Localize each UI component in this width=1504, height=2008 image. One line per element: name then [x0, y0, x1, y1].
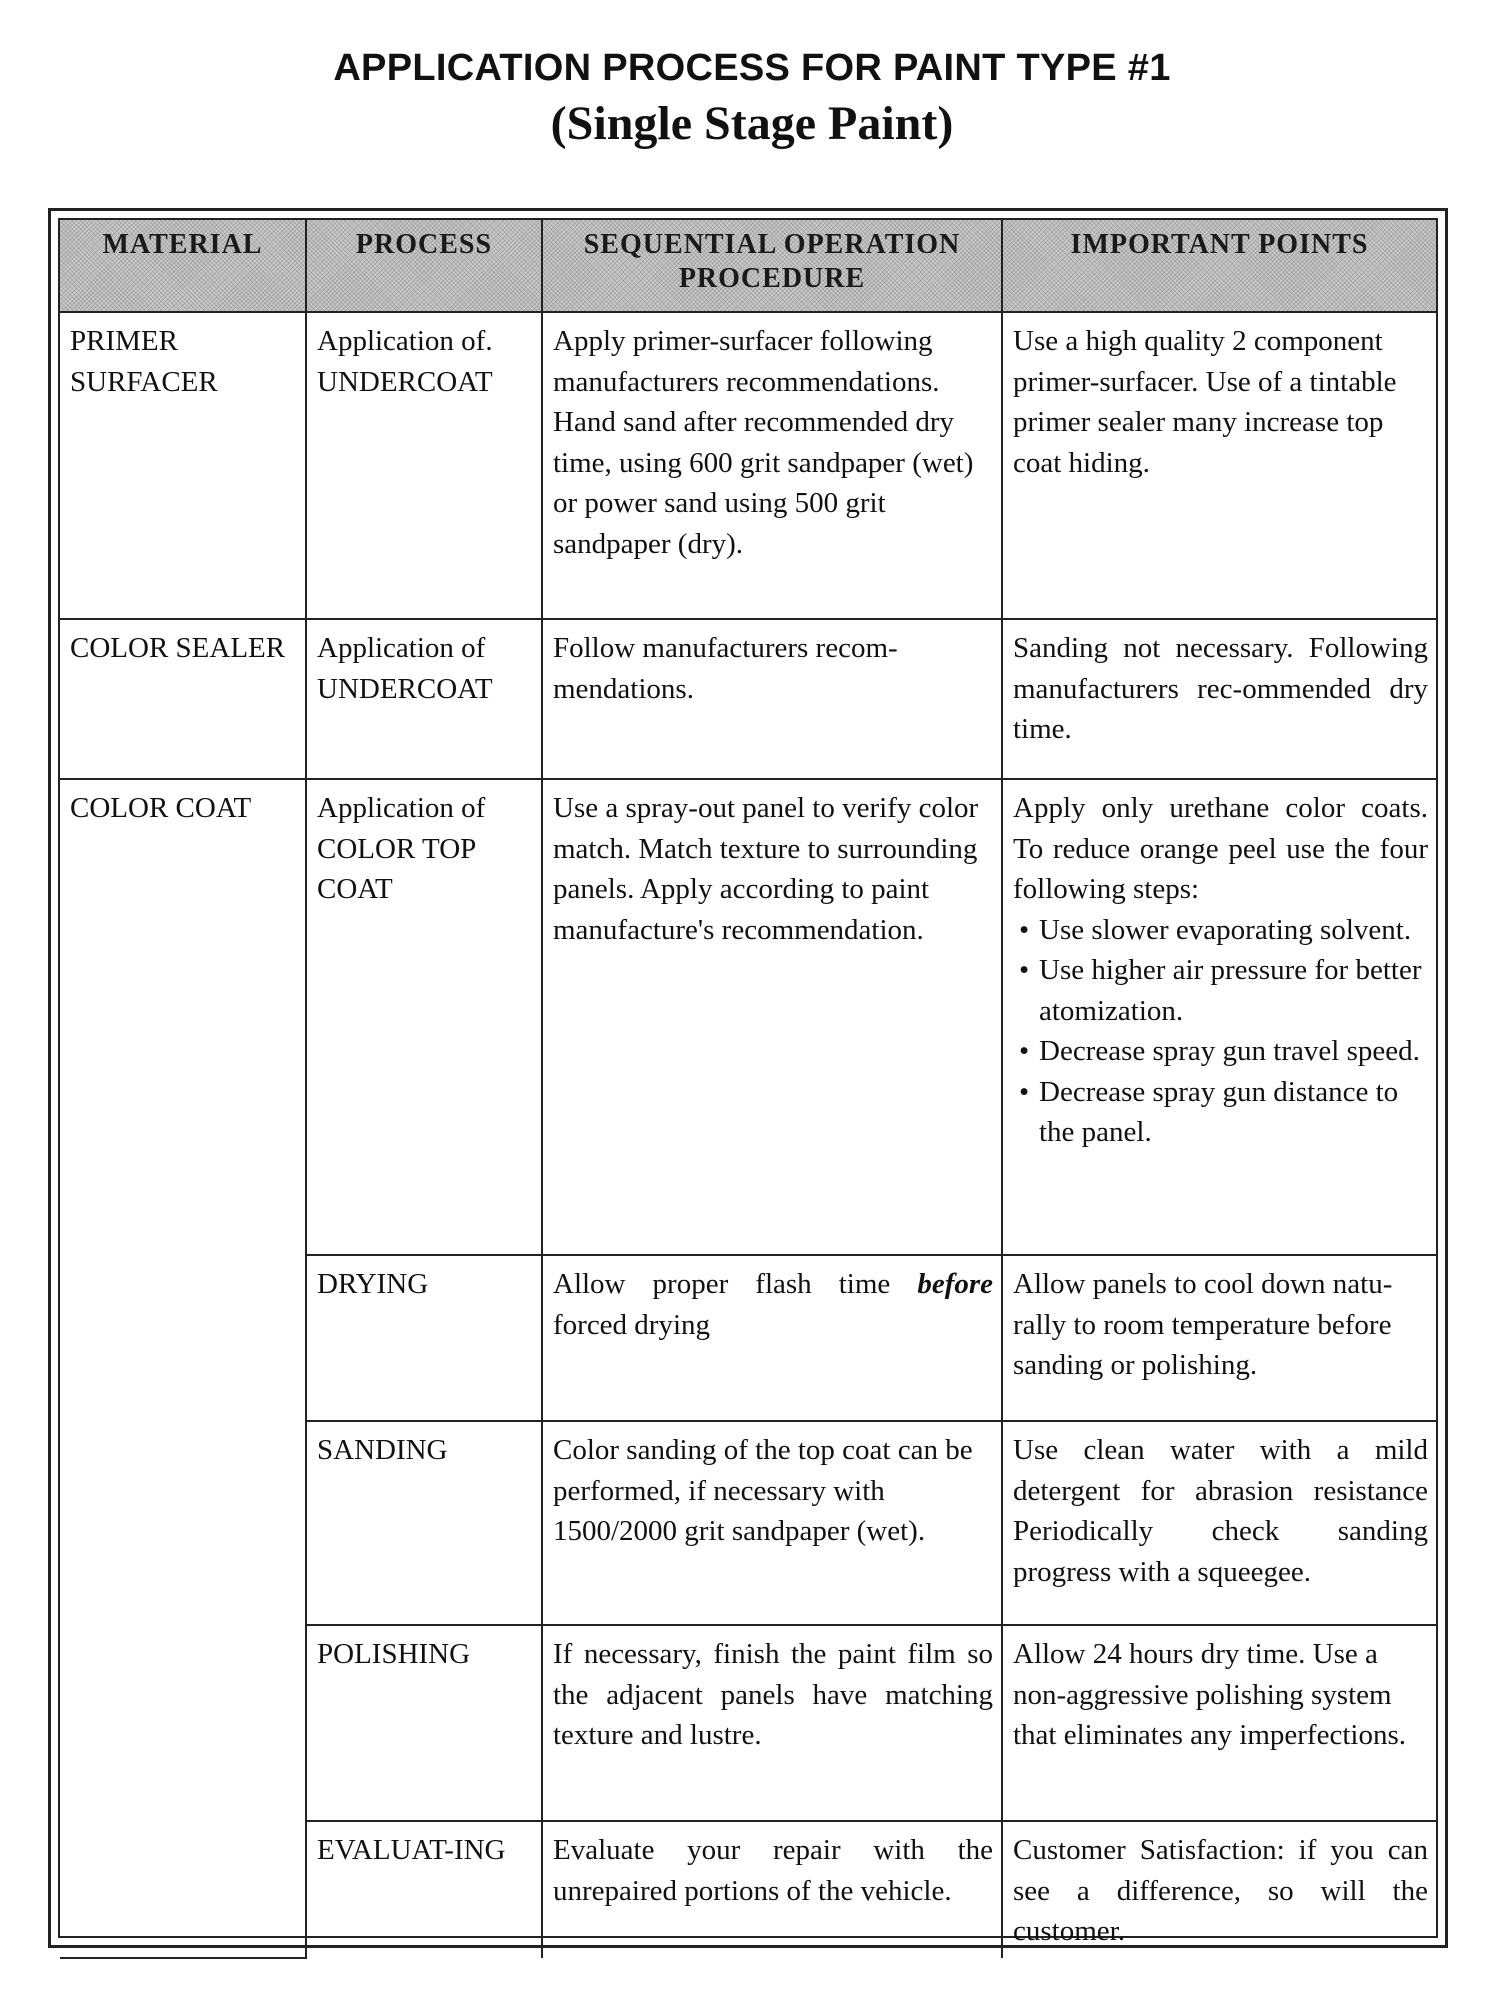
page-subtitle: (Single Stage Paint) [550, 97, 954, 150]
points-cell: Allow 24 hours dry time. Use a non-aggressive polishing system that eliminates any imperfections. [1002, 1625, 1436, 1821]
header-process: PROCESS [306, 220, 542, 312]
procedure-text: forced drying [553, 1308, 711, 1341]
procedure-cell: Evaluate your repair with the unrepaired portions of the vehicle. [542, 1821, 1002, 1958]
header-material: MATERIAL [60, 220, 306, 312]
procedure-cell: Use a spray-out panel to verify color match. Match texture to surrounding panels. Apply according to paint manufacture's recommendation. [542, 779, 1002, 1255]
bullet-item: • Decrease spray gun travel speed. [1013, 1031, 1428, 1072]
process-table-inner-frame [58, 218, 1438, 1947]
page-title: APPLICATION PROCESS FOR PAINT TYPE #1 [333, 47, 1171, 89]
points-cell: Use a high quality 2 component primer-surfacer. Use of a tintable primer sealer many increase top coat hiding. [1002, 312, 1436, 619]
bullet-item: • Use slower evaporating solvent. [1013, 910, 1428, 951]
process-cell: EVALUAT-ING [306, 1821, 542, 1958]
procedure-emphasis: before [917, 1268, 994, 1300]
points-cell: Sanding not necessary. Following manufacturers rec-ommended dry time. [1002, 619, 1436, 779]
points-cell [1002, 779, 1436, 1255]
bullet-item: • Decrease spray gun distance to the panel. [1013, 1072, 1428, 1153]
points-cell: Use clean water with a mild detergent for abrasion resistance Periodically check sanding progress with a squeegee. [1002, 1421, 1436, 1625]
table-row [60, 779, 1436, 1255]
process-cell: Application of UNDERCOAT [306, 619, 542, 779]
points-bullet-list [1013, 910, 1428, 1153]
procedure-cell [542, 1255, 1002, 1421]
process-cell: Application of COLOR TOP COAT [306, 779, 542, 1255]
header-procedure: SEQUENTIAL OPERATION PROCEDURE [542, 220, 1002, 312]
process-table [60, 220, 1436, 1959]
procedure-cell: If necessary, finish the paint film so the adjacent panels have matching texture and lustre. [542, 1625, 1002, 1821]
points-cell: Allow panels to cool down natu-rally to room temperature before sanding or polishing. [1002, 1255, 1436, 1421]
process-cell: POLISHING [306, 1625, 542, 1821]
process-cell: Application of. UNDERCOAT [306, 312, 542, 619]
table-row [60, 619, 1436, 779]
process-table-frame [48, 208, 1448, 1948]
points-cell: Customer Satisfaction: if you can see a difference, so will the customer. [1002, 1821, 1436, 1958]
procedure-text: Allow proper flash time [553, 1268, 891, 1300]
procedure-cell: Color sanding of the top coat can be performed, if necessary with 1500/2000 grit sandpaper (wet). [542, 1421, 1002, 1625]
bullet-item: • Use higher air pressure for better atomization. [1013, 950, 1428, 1031]
process-cell: DRYING [306, 1255, 542, 1421]
points-intro: Apply only urethane color coats. To reduce orange peel use the four following steps: [1013, 792, 1428, 905]
material-cell: PRIMER SURFACER [60, 312, 306, 619]
procedure-cell: Follow manufacturers recom-mendations. [542, 619, 1002, 779]
procedure-cell: Apply primer-surfacer following manufacturers recommendations. Hand sand after recommended dry time, using 600 grit sandpaper (wet) or power sand using 500 grit sandpaper (dry). [542, 312, 1002, 619]
material-cell: COLOR SEALER [60, 619, 306, 779]
header-important-points: IMPORTANT POINTS [1002, 220, 1436, 312]
table-row [60, 312, 1436, 619]
header-row [60, 220, 1436, 312]
process-cell: SANDING [306, 1421, 542, 1625]
title-block [0, 44, 1504, 154]
material-cell: COLOR COAT [60, 779, 306, 1958]
